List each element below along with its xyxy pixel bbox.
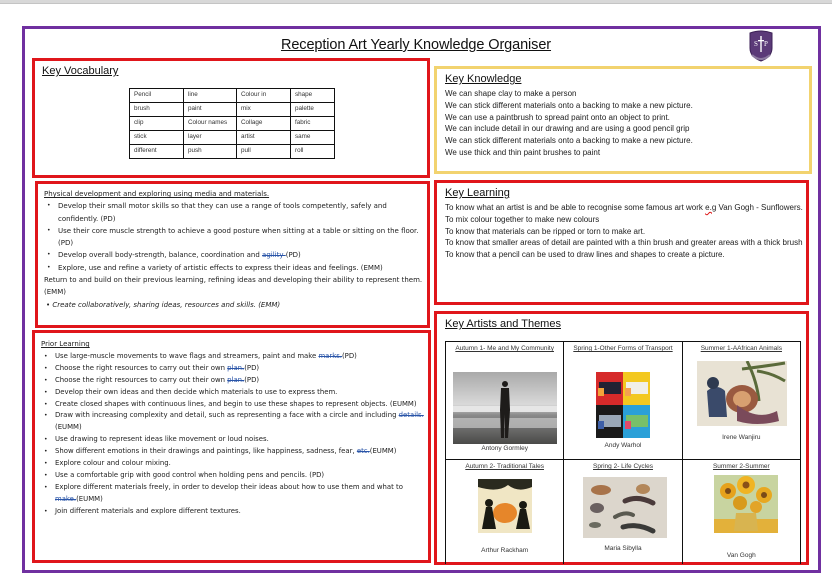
tracked-deletion: details.	[398, 411, 424, 420]
svg-text:S: S	[754, 40, 758, 48]
bullet-item	[41, 375, 426, 387]
vocabulary-word: palette	[291, 103, 335, 117]
key-learning-text: Van Gogh - Sunflowers.	[716, 203, 803, 212]
bullet-text: Use large-muscle movements to wave flags and streamers, paint and make	[55, 351, 319, 360]
key-artists-panel	[434, 311, 809, 565]
bullet-text: Show different emotions in their drawings and paintings, like happiness, sadness, fear,	[55, 447, 357, 456]
vocabulary-word: paint	[184, 103, 237, 117]
bullet-item	[41, 387, 426, 399]
artist-name: Van Gogh	[726, 552, 756, 559]
bullet-text: Use drawing to represent ideas like movement or loud noises.	[55, 435, 269, 444]
key-knowledge-item: We can shape clay to make a person	[445, 89, 577, 98]
bullet-item	[41, 506, 426, 518]
key-vocabulary-panel	[32, 58, 430, 178]
bullet-item	[41, 482, 426, 506]
tracked-deletion: make.	[55, 494, 77, 503]
key-learning-text: To know what an artist is and be able to recognise some famous art work	[445, 203, 706, 212]
prior-learning-heading: Prior Learning	[41, 340, 90, 348]
lion-painting-image	[697, 361, 787, 426]
artist-name: Irene Wanjiru	[722, 434, 761, 441]
bullet-item	[44, 249, 424, 261]
bullet-item	[41, 458, 426, 470]
silhouette-pumpkin-image	[478, 479, 532, 533]
key-learning-list	[445, 202, 805, 261]
vocabulary-word: Collage	[237, 117, 291, 131]
sunflowers-image	[714, 475, 778, 533]
bullet-suffix: (EUMM)	[55, 423, 82, 432]
key-learning-item: To know that materials can be ripped or torn to make art.	[445, 226, 646, 236]
artist-cell	[446, 342, 564, 460]
key-knowledge-item: We can stick different materials onto a backing to make a new picture.	[445, 100, 693, 110]
spelling-flag: e.g	[705, 203, 717, 212]
key-artists-heading: Key Artists and Themes	[445, 318, 561, 330]
bullet-item	[44, 225, 424, 250]
tracked-deletion: plan.	[227, 375, 245, 384]
key-knowledge-item: We can include detail in our drawing and are using a good pencil grip	[445, 124, 690, 134]
bullet-item	[41, 363, 426, 375]
vocabulary-word: Colour in	[237, 89, 291, 103]
bullet-suffix: (PD)	[285, 251, 301, 260]
bullet-text: Choose the right resources to carry out their own	[55, 375, 228, 384]
school-crest-icon	[747, 30, 775, 63]
vocabulary-word: Colour names	[184, 117, 237, 131]
bullet-text: Use a comfortable grip with good control when holding pens and pencils. (PD)	[55, 470, 325, 479]
theme-label: Spring 1-Other Forms of Transport	[573, 345, 673, 352]
bullet-item	[41, 410, 426, 434]
artist-name: Antony Gormley	[481, 445, 528, 452]
bullet-suffix: (PD)	[244, 363, 260, 372]
bullet-text: Develop overall body-strength, balance, coordination and	[58, 251, 263, 260]
theme-label: Spring 2- Life Cycles	[593, 463, 653, 470]
key-knowledge-heading: Key Knowledge	[445, 73, 522, 85]
vocabulary-word: shape	[291, 89, 335, 103]
bullet-text: Develop their small motor skills so that they can use a range of tools competently, safely and confidently. (PD)	[58, 202, 387, 223]
theme-label: Autumn 2- Traditional Tales	[465, 463, 544, 470]
tracked-deletion: plan.	[227, 363, 245, 372]
artist-name: Arthur Rackham	[481, 547, 529, 554]
bullet-item	[41, 446, 426, 458]
artist-cell	[564, 342, 682, 460]
vocabulary-row	[130, 89, 335, 103]
bullet-text: Develop their own ideas and then decide which materials to use to express them.	[55, 387, 338, 396]
key-learning-item: To mix colour together to make new colours	[445, 214, 600, 224]
vocabulary-word: fabric	[291, 117, 335, 131]
artist-name: Maria Sibylla	[604, 545, 642, 552]
tracked-deletion: etc.	[356, 447, 370, 456]
vocabulary-word: line	[184, 89, 237, 103]
physical-development-heading: Physical development and exploring using media and materials.	[44, 190, 270, 198]
artist-cell	[682, 342, 800, 460]
bullet-text: Create closed shapes with continuous lines, and begin to use these shapes to represent objects. (EUMM)	[55, 399, 417, 408]
artist-cell	[446, 460, 564, 564]
key-learning-item: To know that a pencil can be used to draw lines and shapes to create a picture.	[445, 250, 725, 260]
vocabulary-word: same	[291, 131, 335, 145]
bullet-item	[41, 434, 426, 446]
key-learning-item	[445, 202, 805, 214]
theme-label: Summer 1-AAfrican Animals	[700, 345, 782, 352]
bullet-item	[44, 262, 424, 274]
key-knowledge-panel	[434, 66, 812, 174]
physical-development-paragraph: Return to and build on their previous learning, refining ideas and developing their ability to represent them. (EMM)	[44, 276, 423, 297]
theme-label: Autumn 1- Me and My Community	[455, 345, 554, 352]
pop-art-trucks-image	[596, 372, 650, 438]
prior-learning-list	[41, 351, 426, 518]
tracked-deletion: marks.	[318, 351, 342, 360]
bullet-text: Explore, use and refine a variety of artistic effects to express their ideas and feelings. (EMM)	[58, 263, 383, 272]
bullet-text: Use their core muscle strength to achieve a good posture when sitting at a table or sitting on the floor. (PD)	[58, 226, 419, 248]
vocabulary-word: different	[130, 145, 184, 159]
key-knowledge-list	[445, 88, 693, 159]
physical-development-panel	[35, 181, 430, 328]
tracked-deletion: agility	[262, 251, 286, 260]
artist-cell	[682, 460, 800, 564]
artists-table	[445, 341, 801, 564]
vocabulary-word: pull	[237, 145, 291, 159]
key-learning-heading: Key Learning	[445, 187, 510, 199]
artist-name: Andy Warhol	[604, 442, 642, 449]
vocabulary-row	[130, 145, 335, 159]
page-title: Reception Art Yearly Knowledge Organiser	[280, 37, 552, 53]
caterpillars-image	[583, 477, 667, 538]
physical-development-last-item: • Create collaboratively, sharing ideas, resources and skills. (EMM)	[46, 300, 281, 309]
key-learning-panel	[434, 180, 809, 305]
vocabulary-word: Pencil	[130, 89, 184, 103]
theme-label: Summer 2-Summer	[712, 463, 770, 470]
bullet-item	[41, 470, 426, 482]
bullet-suffix: (PD)	[244, 375, 260, 384]
vocabulary-table	[129, 88, 335, 159]
vocabulary-word: artist	[237, 131, 291, 145]
bullet-suffix: (EUMM)	[76, 494, 103, 503]
physical-development-list	[44, 200, 424, 274]
key-knowledge-item: We use thick and thin paint brushes to paint	[445, 147, 601, 157]
key-learning-item: To know that smaller areas of detail are painted with a thin brush and greater areas with a thick brush	[445, 238, 803, 248]
vocabulary-word: mix	[237, 103, 291, 117]
vocabulary-word: push	[184, 145, 237, 159]
bullet-item	[41, 399, 426, 411]
statue-on-beach-image	[453, 372, 557, 444]
key-knowledge-item: We can use a paintbrush to spread paint onto an object to print.	[445, 112, 670, 122]
svg-text:P: P	[764, 40, 768, 48]
artist-cell	[564, 460, 682, 564]
vocabulary-word: roll	[291, 145, 335, 159]
bullet-text: Choose the right resources to carry out their own	[55, 363, 228, 372]
bullet-suffix: (PD)	[341, 351, 357, 360]
bullet-item	[44, 200, 424, 225]
key-vocabulary-heading: Key Vocabulary	[42, 65, 119, 77]
bullet-item	[41, 351, 426, 363]
bullet-suffix: (EUMM)	[369, 447, 397, 456]
key-knowledge-item: We can stick different materials onto a backing to make a new picture.	[445, 136, 693, 146]
vocabulary-row	[130, 117, 335, 131]
vocabulary-row	[130, 103, 335, 117]
window-top-bar	[0, 0, 832, 4]
bullet-text: Join different materials and explore different textures.	[55, 506, 241, 515]
vocabulary-word: stick	[130, 131, 184, 145]
vocabulary-word: layer	[184, 131, 237, 145]
vocabulary-word: clip	[130, 117, 184, 131]
vocabulary-row	[130, 131, 335, 145]
bullet-text: Explore different materials freely, in order to develop their ideas about how to use them and what to	[55, 482, 403, 491]
vocabulary-word: brush	[130, 103, 184, 117]
bullet-text: Explore colour and colour mixing.	[55, 459, 171, 468]
prior-learning-panel	[32, 330, 431, 563]
bullet-text: Draw with increasing complexity and detail, such as representing a face with a circle and including	[55, 411, 399, 420]
